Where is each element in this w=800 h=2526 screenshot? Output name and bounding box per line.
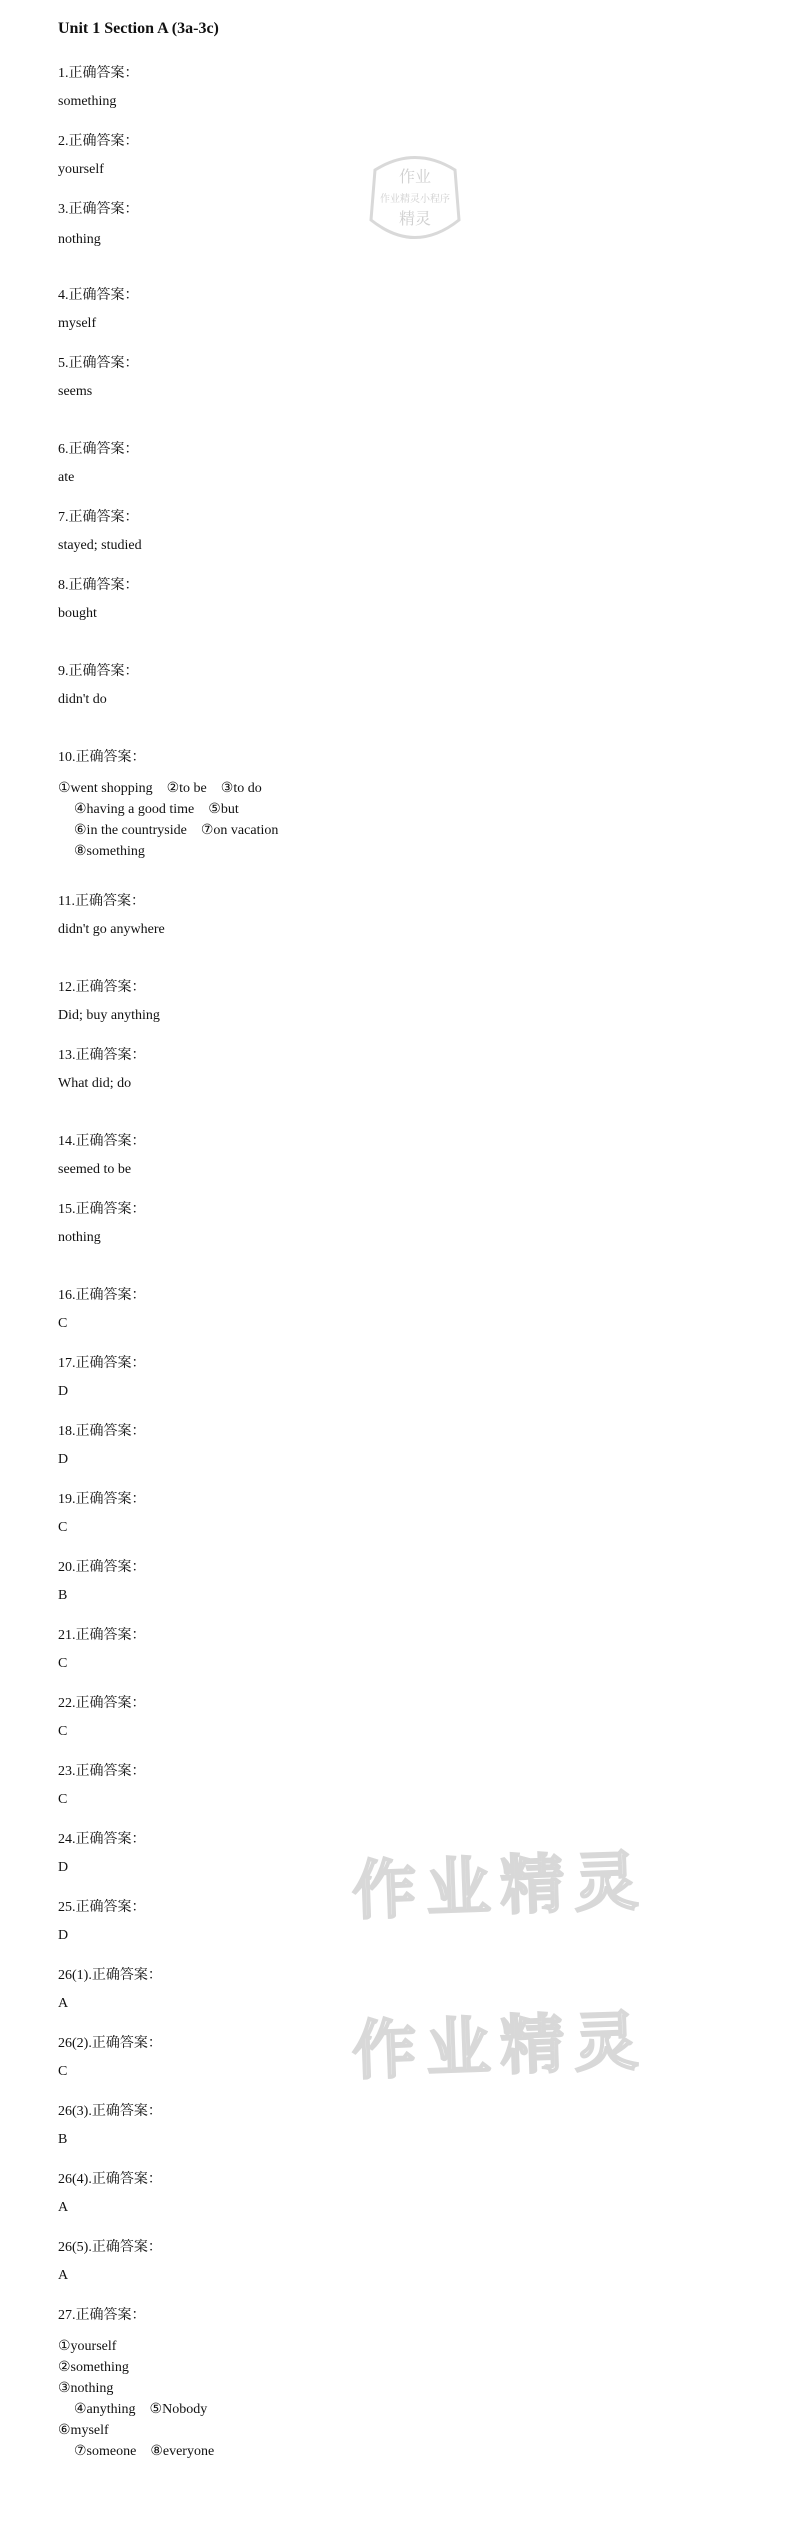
question-label: 26(4).正确答案： (58, 2172, 162, 2187)
answer-item: ③to do (220, 781, 262, 796)
answer-row (58, 841, 292, 862)
answer-item: ②to be (166, 781, 207, 796)
answer-text: ate (58, 470, 75, 485)
question-label: 9.正确答案： (58, 664, 139, 679)
question-label: 1.正确答案： (58, 66, 139, 81)
answer-text: D (58, 1860, 69, 1875)
question-label: 20.正确答案： (58, 1560, 146, 1575)
answer-item: ⑦on vacation (200, 823, 279, 838)
answer-text: C (58, 1656, 68, 1671)
answer-item: ⑤Nobody (149, 2402, 208, 2417)
answer-row (58, 2399, 228, 2420)
answer-item: ①went shopping (58, 781, 153, 796)
question-label: 16.正确答案： (58, 1288, 146, 1303)
answer-item: ⑦someone (74, 2444, 137, 2459)
question-label: 17.正确答案： (58, 1356, 146, 1371)
question-label: 18.正确答案： (58, 1424, 146, 1439)
answer-item: ④anything (74, 2402, 136, 2417)
answer-text: Did; buy anything (58, 1008, 160, 1023)
answer-text: something (58, 94, 117, 109)
answer-text: A (58, 1996, 69, 2011)
answer-text: didn't do (58, 692, 107, 707)
question-label: 27.正确答案： (58, 2308, 146, 2323)
question-label: 23.正确答案： (58, 1764, 146, 1779)
answer-item: ⑧something (74, 844, 145, 859)
answer-text: seems (58, 384, 93, 399)
answer-text: yourself (58, 162, 104, 177)
question-label: 15.正确答案： (58, 1202, 146, 1217)
question-label: 21.正确答案： (58, 1628, 146, 1643)
answer-item: ⑧everyone (150, 2444, 215, 2459)
answer-block (58, 2336, 228, 2462)
answer-item: ⑥myself (58, 2423, 109, 2438)
answer-text: C (58, 2064, 68, 2079)
question-label: 26(1).正确答案： (58, 1968, 162, 1983)
question-label: 26(5).正确答案： (58, 2240, 162, 2255)
answer-row (58, 2336, 228, 2357)
answer-text: myself (58, 316, 97, 331)
answer-item: ①yourself (58, 2339, 117, 2354)
question-label: 19.正确答案： (58, 1492, 146, 1507)
question-label: 26(3).正确答案： (58, 2104, 162, 2119)
question-label: 3.正确答案： (58, 202, 139, 217)
watermark-stamp-top: 作业 (398, 167, 432, 186)
answer-row (58, 799, 292, 820)
question-label: 26(2).正确答案： (58, 2036, 162, 2051)
answer-text: stayed; studied (58, 538, 142, 553)
answer-text: C (58, 1316, 68, 1331)
answer-row (58, 2378, 228, 2399)
question-label: 10.正确答案： (58, 750, 146, 765)
question-label: 25.正确答案： (58, 1900, 146, 1915)
answer-text: A (58, 2200, 69, 2215)
watermark-text: 作业精灵 (351, 2004, 650, 2090)
watermark-stamp-icon (355, 140, 475, 260)
answer-text: D (58, 1384, 69, 1399)
answer-row (58, 2420, 228, 2441)
answer-text: D (58, 1452, 69, 1467)
question-label: 8.正确答案： (58, 578, 139, 593)
answer-row (58, 2441, 228, 2462)
watermark-stamp-bottom: 精灵 (398, 209, 432, 228)
watermark-stamp-mid: 作业精灵小程序 (380, 194, 450, 205)
answer-text: B (58, 1588, 68, 1603)
answer-block (58, 778, 292, 862)
question-label: 22.正确答案： (58, 1696, 146, 1711)
question-label: 7.正确答案： (58, 510, 139, 525)
watermark-text: 作业精灵 (351, 1844, 650, 1930)
answer-text: nothing (58, 1230, 101, 1245)
answer-row (58, 778, 292, 799)
question-label: 14.正确答案： (58, 1134, 146, 1149)
answer-text: C (58, 1520, 68, 1535)
answer-item: ③nothing (58, 2381, 114, 2396)
page-title: Unit 1 Section A (3a-3c) (58, 20, 219, 37)
answer-item: ④having a good time (74, 802, 195, 817)
answer-text: bought (58, 606, 97, 621)
answer-item: ②something (58, 2360, 129, 2375)
answer-text: B (58, 2132, 68, 2147)
question-label: 11.正确答案： (58, 894, 145, 909)
answer-item: ⑥in the countryside (74, 823, 187, 838)
question-label: 4.正确答案： (58, 288, 139, 303)
answer-text: C (58, 1724, 68, 1739)
answer-item: ⑤but (208, 802, 239, 817)
answer-row (58, 2357, 228, 2378)
question-label: 2.正确答案： (58, 134, 139, 149)
answer-text: D (58, 1928, 69, 1943)
answer-text: nothing (58, 232, 101, 247)
answer-row (58, 820, 292, 841)
question-label: 6.正确答案： (58, 442, 139, 457)
answer-text: C (58, 1792, 68, 1807)
question-label: 24.正确答案： (58, 1832, 146, 1847)
answer-text: seemed to be (58, 1162, 132, 1177)
question-label: 13.正确答案： (58, 1048, 146, 1063)
question-label: 5.正确答案： (58, 356, 139, 371)
question-label: 12.正确答案： (58, 980, 146, 995)
answer-text: What did; do (58, 1076, 132, 1091)
answer-text: didn't go anywhere (58, 922, 165, 937)
answer-text: A (58, 2268, 69, 2283)
